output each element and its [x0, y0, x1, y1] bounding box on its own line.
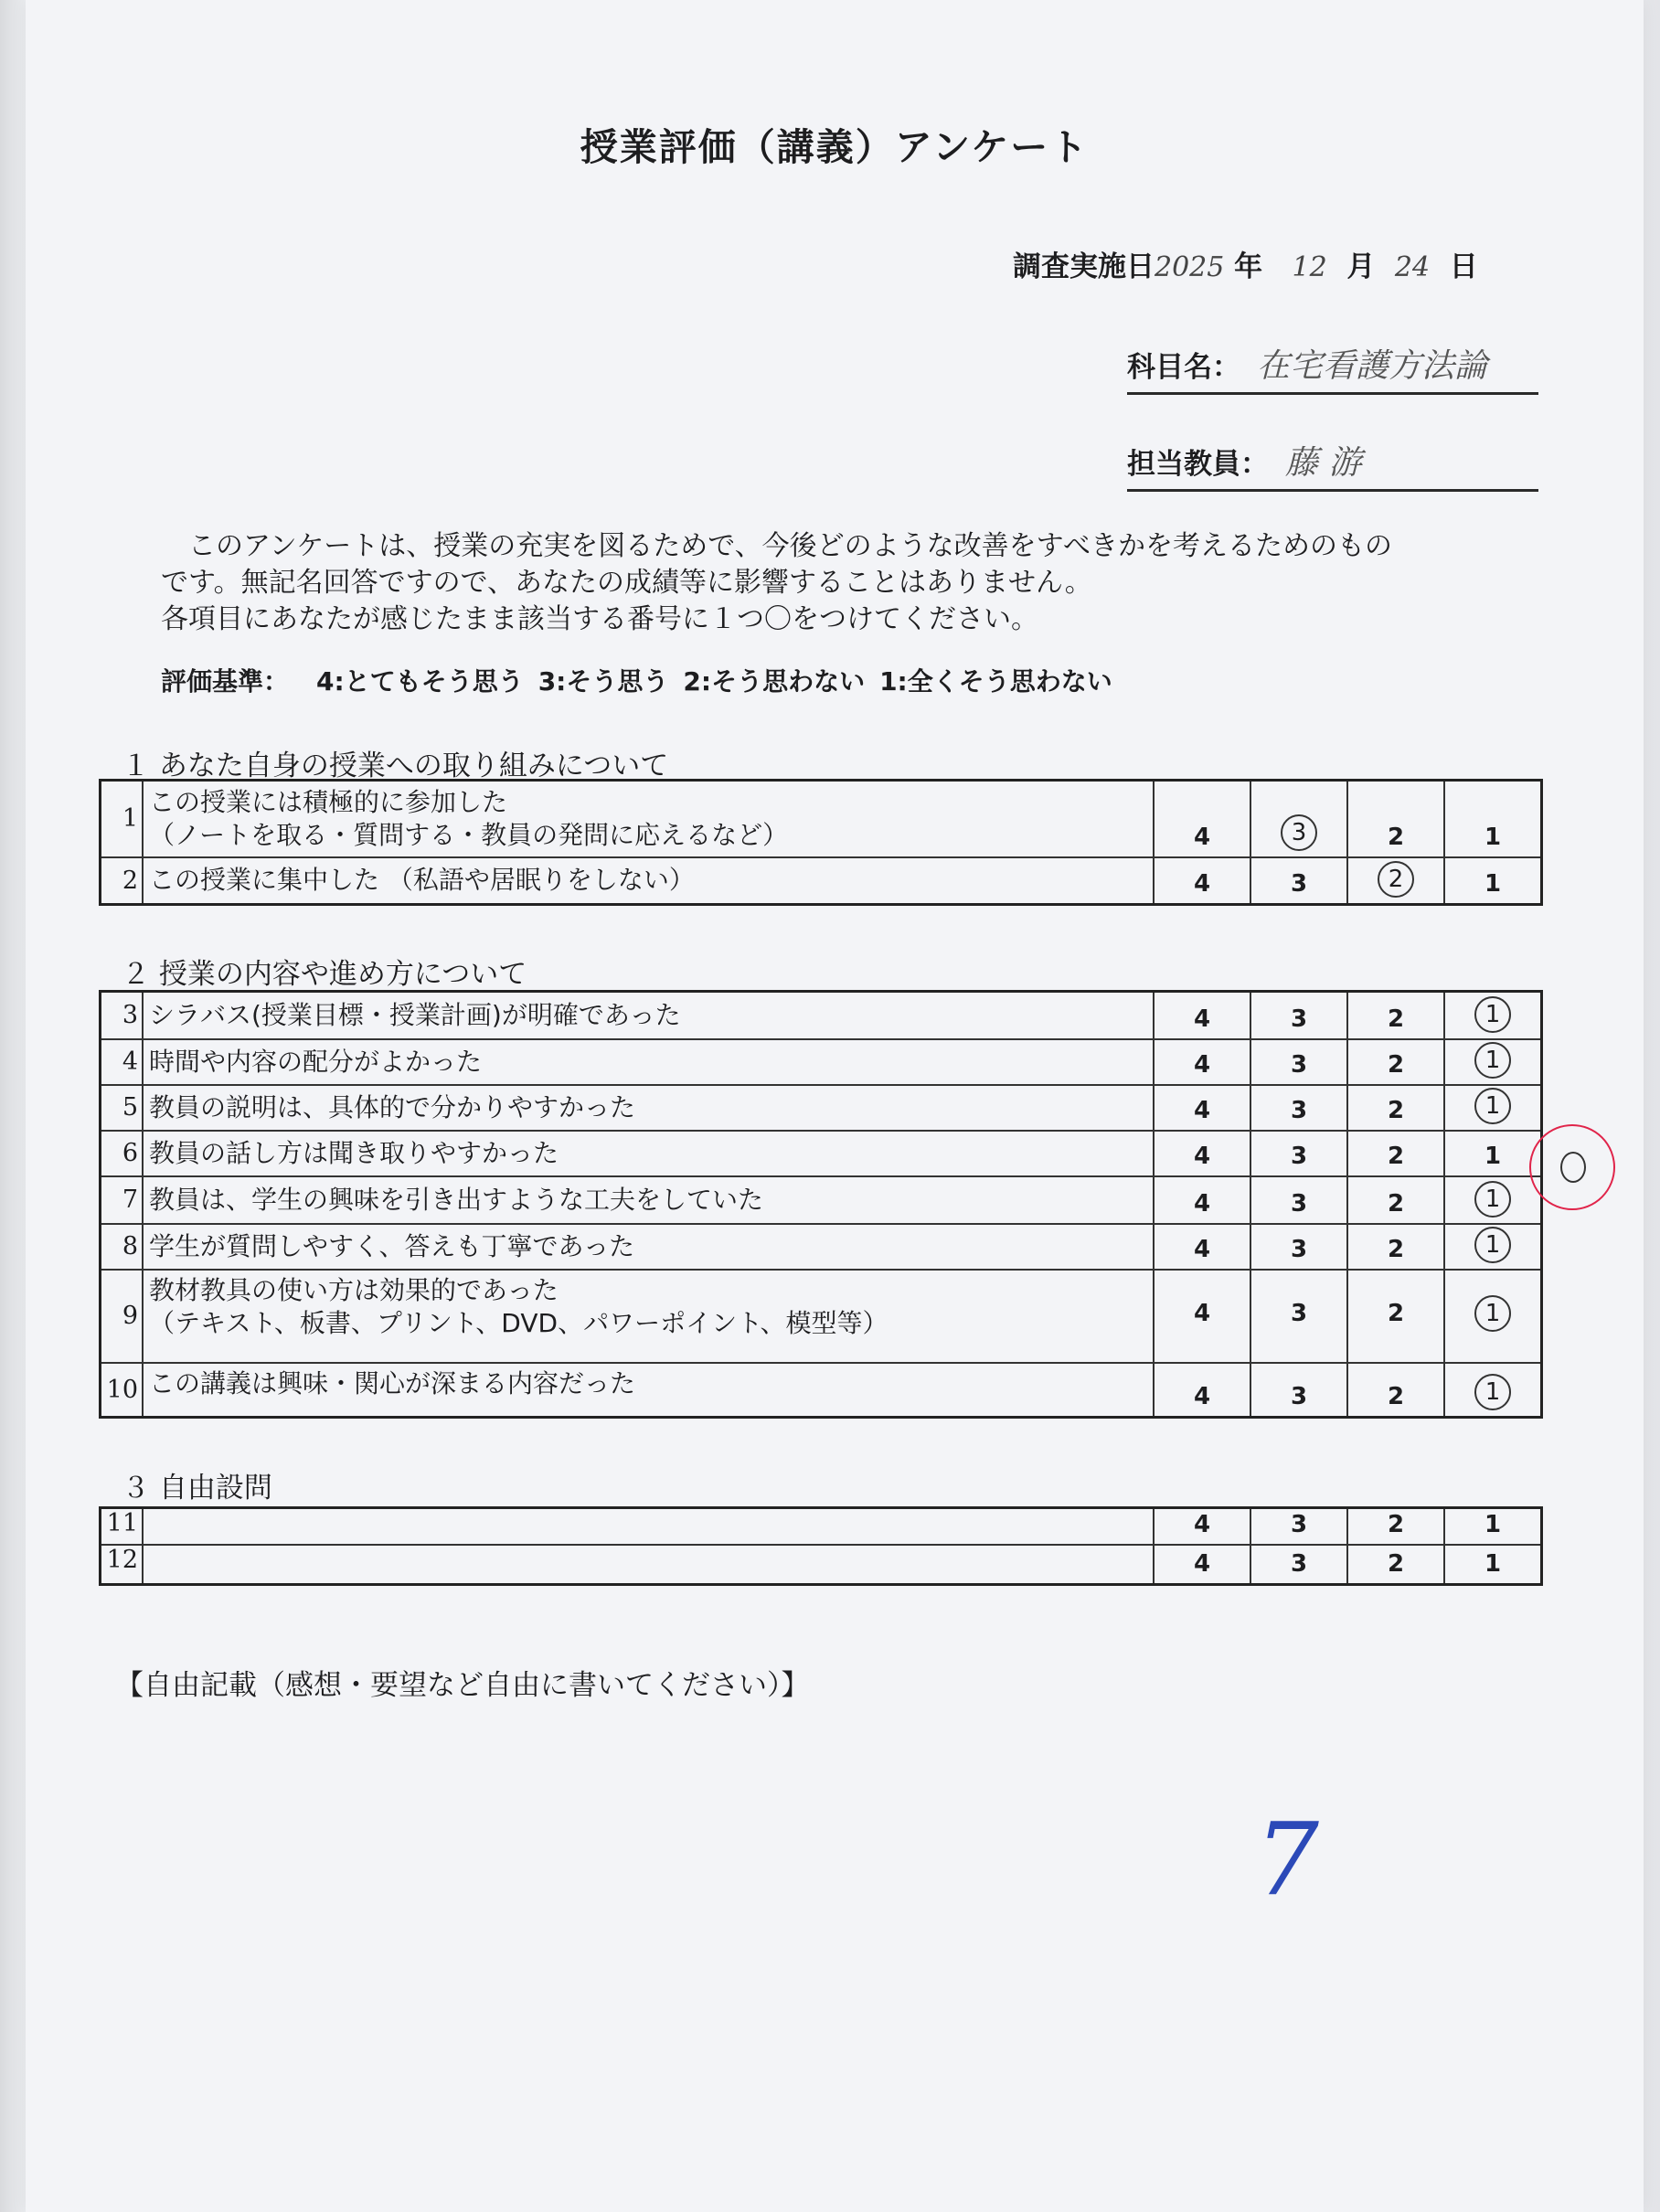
option-3[interactable]: 3 [1250, 1176, 1347, 1224]
option-1[interactable]: 1 [1444, 1131, 1542, 1176]
question-number: 7 [101, 1176, 144, 1224]
question-number: 9 [101, 1270, 144, 1363]
question-number: 10 [101, 1363, 144, 1418]
question-row [101, 1039, 1542, 1085]
option-1[interactable] [1444, 1270, 1542, 1363]
selected-circle: 2 [1378, 861, 1414, 898]
option-2[interactable]: 2 [1347, 1176, 1444, 1224]
question-number: 6 [101, 1131, 144, 1176]
option-1[interactable] [1444, 1039, 1542, 1085]
section-1-title: １ あなた自身の授業への取り組みについて [122, 750, 669, 782]
question-number: 2 [101, 857, 144, 905]
teacher-field: 担当教員： 藤 游 [1127, 437, 1538, 492]
teacher-value: 藤 游 [1285, 444, 1362, 482]
option-3[interactable]: 3 [1250, 1545, 1347, 1585]
question-row [101, 857, 1542, 905]
selected-circle: 3 [1281, 814, 1317, 851]
selected-circle: 1 [1474, 1042, 1511, 1079]
option-2[interactable]: 2 [1347, 1131, 1444, 1176]
question-row [101, 1363, 1542, 1418]
question-number: 12 [101, 1545, 144, 1585]
survey-date: 調査実施日2025 年 12 月 24 日 [1013, 250, 1478, 283]
subject-field: 科目名： 在宅看護方法論 [1127, 340, 1538, 395]
selected-circle: 1 [1474, 1088, 1511, 1124]
option-3[interactable]: 3 [1250, 1224, 1347, 1270]
option-1[interactable] [1444, 1085, 1542, 1131]
option-2[interactable]: 2 [1347, 1270, 1444, 1363]
option-3[interactable]: 3 [1250, 857, 1347, 905]
question-number: 8 [101, 1224, 144, 1270]
option-4[interactable]: 4 [1154, 1363, 1250, 1418]
question-text [143, 1508, 1154, 1545]
question-text: 教員の話し方は聞き取りやすかった [143, 1131, 1154, 1176]
question-number: 5 [101, 1085, 144, 1131]
selected-circle: 1 [1474, 1181, 1511, 1218]
option-2[interactable] [1347, 857, 1444, 905]
date-month: 12 [1292, 251, 1327, 283]
option-2[interactable]: 2 [1347, 781, 1444, 857]
option-1[interactable] [1444, 1363, 1542, 1418]
option-2[interactable]: 2 [1347, 1508, 1444, 1545]
question-text: 時間や内容の配分がよかった [143, 1039, 1154, 1085]
option-1[interactable]: 1 [1444, 781, 1542, 857]
selected-circle: 1 [1474, 1227, 1511, 1263]
instructions: このアンケートは、授業の充実を図るためで、今後どのような改善をすべきかを考えるためのもの です。無記名回答ですので、あなたの成績等に影響することはありません。 各項目にあなたが感じたまま該当する番号に１つ〇をつけてください。 [161, 530, 1392, 635]
option-4[interactable]: 4 [1154, 781, 1250, 857]
question-row [101, 1508, 1542, 1545]
survey-sheet [26, 0, 1644, 2212]
question-text: シラバス(授業目標・授業計画)が明確であった [143, 992, 1154, 1039]
question-row [101, 1085, 1542, 1131]
option-3[interactable]: 3 [1250, 1085, 1347, 1131]
question-text: この授業に集中した （私語や居眠りをしない） [143, 857, 1154, 905]
date-day: 24 [1394, 251, 1431, 283]
question-row [101, 781, 1542, 857]
red-ink-circle-mark [1529, 1124, 1615, 1210]
option-1[interactable]: 1 [1444, 857, 1542, 905]
selected-circle: 1 [1474, 1374, 1511, 1410]
question-text: この講義は興味・関心が深まる内容だった [143, 1363, 1154, 1418]
question-number: 11 [101, 1508, 144, 1545]
option-3[interactable] [1250, 781, 1347, 857]
option-2[interactable]: 2 [1347, 1545, 1444, 1585]
option-3[interactable]: 3 [1250, 1131, 1347, 1176]
section-3-table [99, 1506, 1543, 1586]
option-1[interactable] [1444, 992, 1542, 1039]
question-text [143, 1545, 1154, 1585]
option-4[interactable]: 4 [1154, 1270, 1250, 1363]
option-3[interactable]: 3 [1250, 1039, 1347, 1085]
section-2-title: ２ 授業の内容や進め方について [122, 958, 527, 991]
section-3-title: ３ 自由設問 [122, 1472, 272, 1505]
question-text: この授業には積極的に参加した （ノートを取る・質問する・教員の発問に応えるなど） [143, 781, 1154, 857]
question-number: 4 [101, 1039, 144, 1085]
question-row [101, 1131, 1542, 1176]
question-number: 3 [101, 992, 144, 1039]
selected-circle: 1 [1474, 1295, 1511, 1332]
option-4[interactable]: 4 [1154, 1039, 1250, 1085]
option-1[interactable]: 1 [1444, 1545, 1542, 1585]
option-4[interactable]: 4 [1154, 857, 1250, 905]
option-1[interactable]: 1 [1444, 1508, 1542, 1545]
question-text: 教材教具の使い方は効果的であった （テキスト、板書、プリント、DVD、パワーポイント、模型等） [143, 1270, 1154, 1363]
section-1-table [99, 779, 1543, 906]
option-3[interactable]: 3 [1250, 992, 1347, 1039]
option-2[interactable]: 2 [1347, 1085, 1444, 1131]
question-row [101, 1224, 1542, 1270]
option-3[interactable]: 3 [1250, 1508, 1347, 1545]
option-4[interactable]: 4 [1154, 1545, 1250, 1585]
page-title: 授業評価（講義）アンケート [580, 125, 1090, 169]
question-row [101, 1270, 1542, 1363]
option-1[interactable] [1444, 1224, 1542, 1270]
option-4[interactable]: 4 [1154, 1131, 1250, 1176]
date-year: 2025 [1155, 251, 1225, 283]
option-4[interactable]: 4 [1154, 1085, 1250, 1131]
handwritten-number: 7 [1255, 1801, 1319, 1918]
question-text: 教員の説明は、具体的で分かりやすかった [143, 1085, 1154, 1131]
free-comment-label: 【自由記載（感想・要望など自由に書いてください）】 [115, 1669, 810, 1702]
option-2[interactable]: 2 [1347, 1224, 1444, 1270]
question-row [101, 992, 1542, 1039]
option-2[interactable]: 2 [1347, 992, 1444, 1039]
option-4[interactable]: 4 [1154, 1224, 1250, 1270]
selected-circle: 1 [1474, 996, 1511, 1033]
option-4[interactable]: 4 [1154, 1508, 1250, 1545]
question-number: 1 [101, 781, 144, 857]
rating-criteria: 評価基準： 4:とてもそう思う 3:そう思う 2:そう思わない 1:全くそう思わない [161, 666, 1112, 697]
question-text: 学生が質問しやすく、答えも丁寧であった [143, 1224, 1154, 1270]
section-2-table [99, 990, 1543, 1419]
question-row [101, 1176, 1542, 1224]
question-row [101, 1545, 1542, 1585]
question-text: 教員は、学生の興味を引き出すような工夫をしていた [143, 1176, 1154, 1224]
option-3[interactable]: 3 [1250, 1363, 1347, 1418]
option-2[interactable]: 2 [1347, 1363, 1444, 1418]
subject-value: 在宅看護方法論 [1257, 347, 1488, 385]
option-4[interactable]: 4 [1154, 1176, 1250, 1224]
small-circle-mark [1560, 1152, 1586, 1183]
option-2[interactable]: 2 [1347, 1039, 1444, 1085]
option-3[interactable]: 3 [1250, 1270, 1347, 1363]
option-4[interactable]: 4 [1154, 992, 1250, 1039]
option-1[interactable] [1444, 1176, 1542, 1224]
